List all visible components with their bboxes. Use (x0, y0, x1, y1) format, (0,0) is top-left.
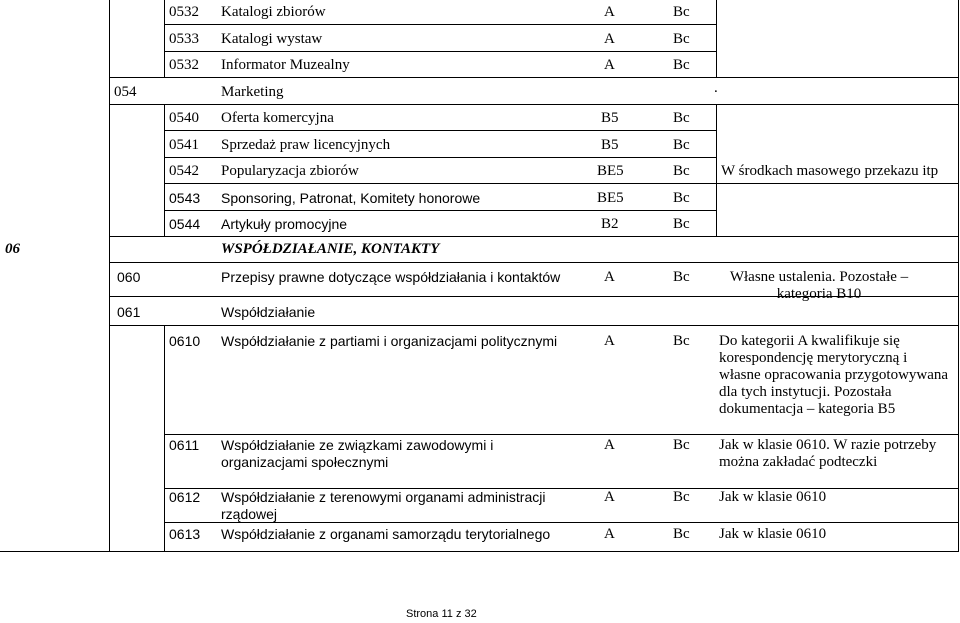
category: A (604, 31, 615, 47)
code: 0613 (169, 526, 201, 542)
category: A (604, 57, 615, 73)
category-2: Bc (673, 163, 690, 179)
category-2: Bc (673, 110, 690, 126)
code: 0540 (169, 110, 199, 126)
rule (109, 262, 959, 263)
category: A (604, 526, 615, 542)
col-line (716, 0, 717, 77)
border-left (109, 0, 110, 552)
name: Współdziałanie z organami samorządu terytorialnego (221, 526, 551, 542)
category: BE5 (597, 163, 624, 179)
category: A (604, 333, 615, 349)
border-right (958, 0, 959, 552)
rule (0, 551, 959, 552)
category: A (604, 4, 615, 20)
code: 060 (117, 269, 141, 285)
note: Jak w klasie 0610. W razie potrzeby można zakładać podteczki (719, 437, 937, 470)
note: W środkach masowego przekazu itp (721, 163, 939, 179)
code: 061 (117, 304, 141, 320)
name: Współdziałanie (221, 304, 316, 320)
name: Sprzedaż praw licencyjnych (221, 137, 391, 153)
category-2: Bc (673, 526, 690, 542)
name: Współdziałanie ze związkami zawodowymi i organizacjami społecznymi (221, 437, 494, 470)
category: A (604, 269, 615, 285)
rule (164, 434, 959, 435)
name: Współdziałanie z partiami i organizacjami politycznymi (221, 333, 558, 349)
rule (109, 77, 959, 78)
note: Jak w klasie 0610 (719, 526, 827, 542)
col-line (164, 325, 165, 552)
name: Popularyzacja zbiorów (221, 163, 359, 179)
name: Informator Muzealny (221, 57, 350, 73)
section-title: WSPÓŁDZIAŁANIE, KONTAKTY (221, 241, 440, 257)
rule (109, 325, 959, 326)
note: Jak w klasie 0610 (719, 489, 827, 505)
rule (164, 183, 959, 184)
page-number: Strona 11 z 32 (406, 608, 477, 620)
rule (164, 157, 716, 158)
category: B2 (601, 216, 619, 232)
category: B5 (601, 137, 619, 153)
category-2: Bc (673, 216, 690, 232)
rule (164, 24, 716, 25)
col-line (164, 104, 165, 236)
category-2: Bc (673, 190, 690, 206)
category-2: Bc (673, 137, 690, 153)
code: 0543 (169, 190, 201, 206)
rule (109, 236, 959, 237)
note: Własne ustalenia. Pozostałe – kategoria B10 (729, 269, 909, 302)
category-2: Bc (673, 269, 690, 285)
name: Artykuły promocyjne (221, 216, 348, 232)
name: Współdziałanie z terenowymi organami administracji rządowej (221, 489, 546, 522)
note: . (714, 80, 718, 96)
col-line (716, 104, 717, 236)
name: Katalogi zbiorów (221, 4, 326, 20)
category-2: Bc (673, 57, 690, 73)
note: Do kategorii A kwalifikuje się korespondencję merytoryczną i własne opracowania przygotowywana dla tych instytucji. Pozostała dokumentacja – kategoria B5 (719, 333, 949, 417)
rule (164, 51, 716, 52)
code: 0610 (169, 333, 201, 349)
name: Przepisy prawne dotyczące współdziałania i kontaktów (221, 269, 561, 285)
code: 054 (114, 84, 137, 100)
category-2: Bc (673, 333, 690, 349)
code: 0611 (169, 437, 200, 453)
code: 0532 (169, 57, 199, 73)
code: 0544 (169, 216, 201, 232)
category: A (604, 437, 615, 453)
code: 0541 (169, 137, 199, 153)
category-2: Bc (673, 489, 690, 505)
category-2: Bc (673, 437, 690, 453)
category-2: Bc (673, 4, 690, 20)
name: Marketing (221, 84, 284, 100)
code: 0612 (169, 489, 201, 505)
code: 0542 (169, 163, 199, 179)
rule (164, 130, 716, 131)
name: Katalogi wystaw (221, 31, 323, 47)
category-2: Bc (673, 31, 690, 47)
rule (164, 210, 716, 211)
name: Oferta komercyjna (221, 110, 334, 126)
rule (109, 104, 959, 105)
code: 0533 (169, 31, 199, 47)
category: B5 (601, 110, 619, 126)
category: A (604, 489, 615, 505)
name: Sponsoring, Patronat, Komitety honorowe (221, 190, 481, 206)
section-code: 06 (5, 241, 20, 257)
code: 0532 (169, 4, 199, 20)
col-line (164, 0, 165, 77)
category: BE5 (597, 190, 624, 206)
